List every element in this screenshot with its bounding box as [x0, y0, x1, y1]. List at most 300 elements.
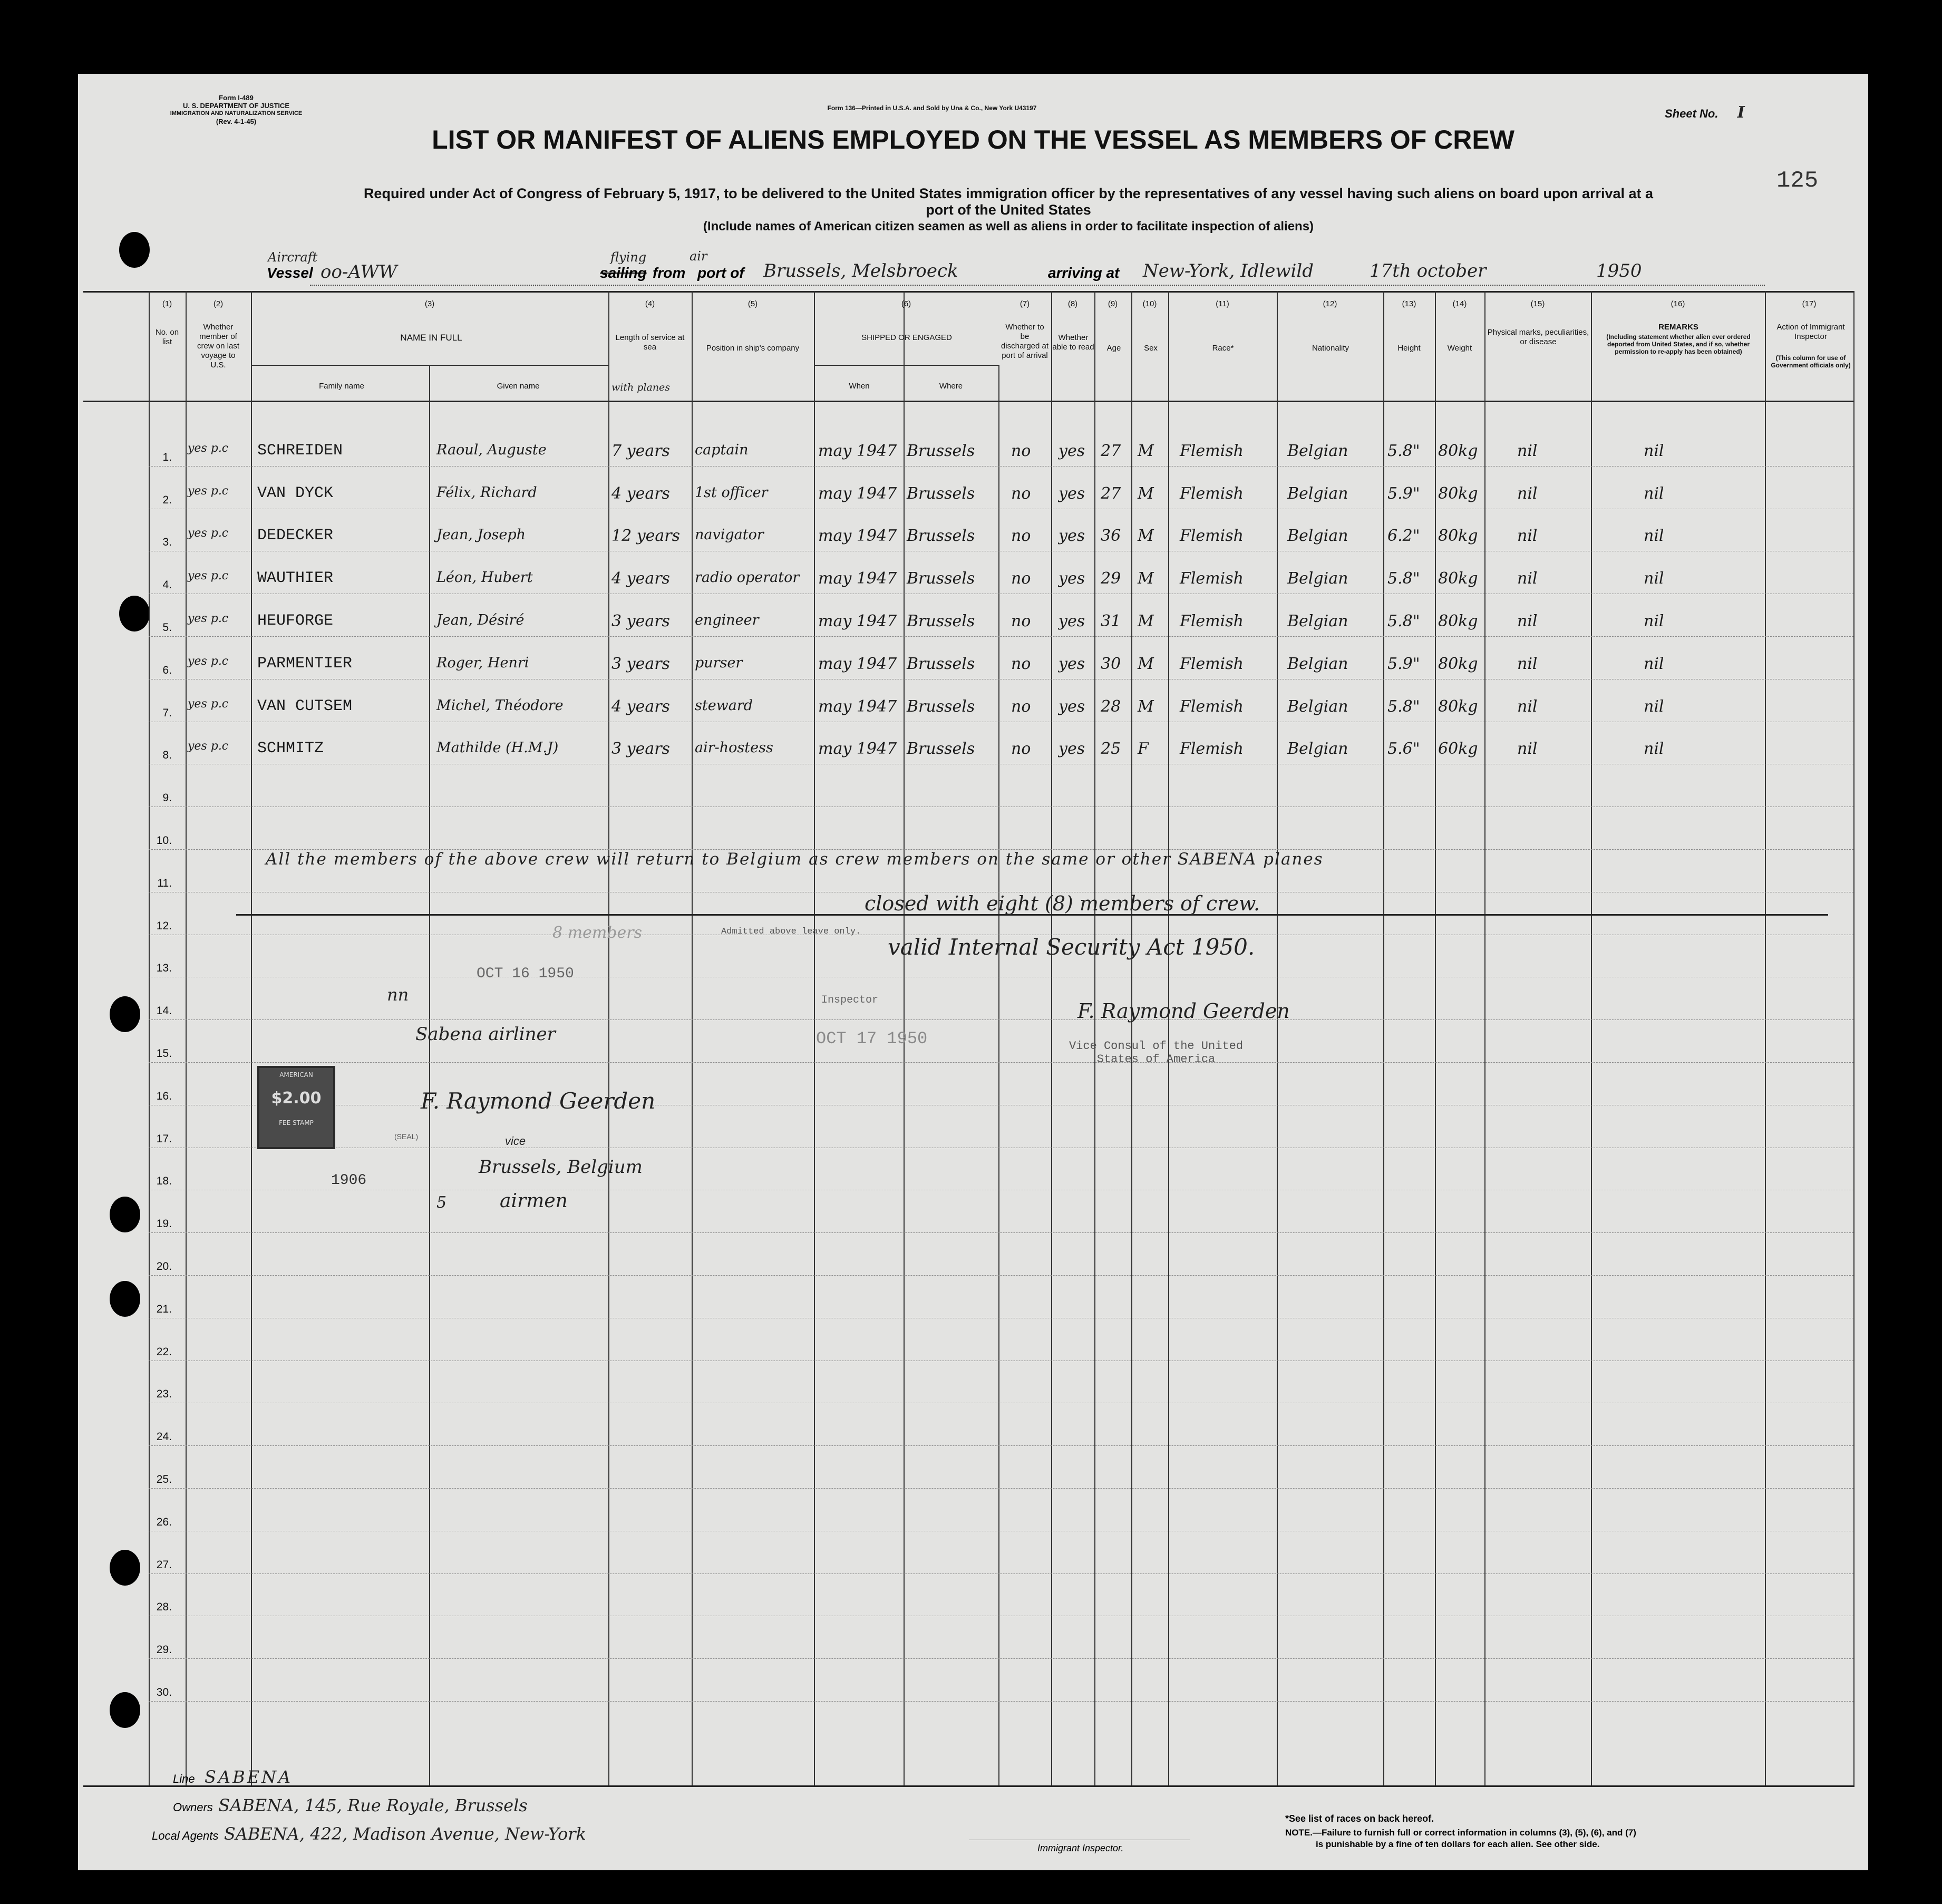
col-header-height: Height [1397, 344, 1421, 353]
crew-cell-where: Brussels [907, 569, 975, 588]
subheader-rule [814, 365, 998, 366]
col-header-prev-voyage: Whether member of crew on last voyage to U.S. [197, 323, 240, 370]
column-rule [998, 365, 999, 1785]
column-rule [251, 291, 252, 1785]
crew-cell-age: 27 [1101, 484, 1121, 503]
row-rule [149, 1318, 1853, 1319]
crew-cell-remarks: nil [1644, 654, 1664, 673]
row-rule [149, 1573, 1853, 1575]
crew-cell-height: 5.6" [1387, 740, 1420, 759]
row-rule [149, 1445, 1853, 1446]
col-header-family: Family name [319, 382, 364, 391]
col-header-discharged: Whether to be discharged at port of arrival [1001, 323, 1049, 360]
sheet-value: I [1737, 103, 1745, 122]
row-rule [149, 551, 1853, 552]
row-number: 18. [156, 1175, 172, 1188]
col-header-read: Whether able to read [1052, 333, 1094, 352]
row-rule [149, 1105, 1853, 1106]
crew-cell-marks: nil [1517, 484, 1538, 503]
crew-cell-when: may 1947 [818, 484, 897, 503]
column-rule [1131, 291, 1132, 1785]
valid-note: valid Internal Security Act 1950. [888, 934, 1255, 960]
column-number: (1) [162, 299, 172, 308]
column-number: (2) [213, 299, 224, 308]
service-number: 1906 [331, 1172, 367, 1189]
crew-cell-race: Flemish [1180, 740, 1244, 759]
column-number: (17) [1802, 299, 1817, 308]
header-bottom-border [83, 401, 1854, 402]
crew-cell-race: Flemish [1180, 697, 1244, 716]
crew-cell-position: steward [695, 697, 753, 714]
row-number: 16. [156, 1090, 172, 1102]
row-number: 23. [156, 1388, 172, 1401]
row-number: 19. [156, 1218, 172, 1230]
fine-note [1285, 1827, 1636, 1850]
row-number: 9. [162, 792, 172, 804]
crew-table [83, 291, 1854, 1787]
crew-cell-age: 36 [1101, 527, 1121, 546]
crew-cell-given: Raoul, Auguste [436, 441, 547, 458]
visa-vice: vice [505, 1134, 526, 1148]
column-number: (11) [1216, 299, 1229, 308]
row-number: 3. [162, 536, 172, 549]
col-header-action: Action of Immigrant Inspector [1776, 323, 1845, 341]
crew-cell-sex: M [1138, 527, 1154, 546]
col-header-position: Position in ship's company [706, 344, 800, 353]
crew-cell-age: 30 [1101, 654, 1121, 673]
fine-note-1: NOTE.—Failure to furnish full or correct information in columns (3), (5), (6), and (7) [1285, 1828, 1636, 1838]
crew-cell-sex: F [1138, 740, 1149, 759]
row-number: 15. [156, 1047, 172, 1060]
row-rule [149, 1148, 1853, 1149]
crew-cell-family: HEUFORGE [257, 612, 334, 630]
crew-cell-marks: nil [1517, 527, 1538, 546]
column-rule [1051, 291, 1052, 1785]
crew-cell-remarks: nil [1644, 697, 1664, 716]
crew-cell-nat: Belgian [1287, 441, 1348, 460]
line-label: Line [173, 1772, 195, 1785]
visa-count: airmen [500, 1190, 568, 1212]
printer-note: Form 136—Printed in U.S.A. and Sold by Una & Co., New York U43197 [827, 104, 1037, 112]
row-rule [149, 1275, 1853, 1276]
crew-cell-nat: Belgian [1287, 569, 1348, 588]
crew-cell-read: yes [1059, 569, 1085, 588]
col-header-race: Race* [1212, 344, 1234, 353]
column-rule [1277, 291, 1278, 1785]
visa-airline: Sabena airliner [415, 1024, 556, 1045]
col-header-length: Length of service at sea [615, 333, 685, 352]
crew-cell-height: 5.8" [1387, 697, 1420, 716]
crew-cell-read: yes [1059, 740, 1085, 759]
column-number: (5) [747, 299, 758, 308]
crew-cell-disch: no [1011, 484, 1031, 503]
row-number: 27. [156, 1558, 172, 1571]
col-header-given: Given name [497, 382, 540, 391]
row-rule [149, 1403, 1853, 1404]
crew-cell-read: yes [1059, 441, 1085, 460]
crew-cell-weight: 80kg [1438, 654, 1478, 673]
row-rule [149, 594, 1853, 595]
row-number: 11. [157, 877, 172, 889]
crew-cell-service: 12 years [611, 527, 681, 546]
crew-cell-prev: yes p.c [188, 569, 229, 583]
crew-cell-where: Brussels [907, 654, 975, 673]
crew-cell-age: 28 [1101, 697, 1121, 716]
row-rule [149, 466, 1853, 467]
crew-cell-race: Flemish [1180, 654, 1244, 673]
row-rule [149, 1361, 1853, 1362]
crew-cell-read: yes [1059, 484, 1085, 503]
fee-stamp [257, 1066, 335, 1149]
vessel-value: oo-AWW [321, 261, 397, 283]
crew-cell-service: 4 years [611, 569, 670, 588]
from-label: from [653, 265, 686, 281]
row-rule [149, 764, 1853, 765]
col-header-nationality: Nationality [1312, 344, 1349, 353]
crew-cell-sex: M [1138, 654, 1154, 673]
crew-cell-family: SCHMITZ [257, 740, 324, 758]
crew-cell-when: may 1947 [818, 569, 897, 588]
port-value: Brussels, Melsbroeck [763, 260, 958, 281]
column-number: (9) [1108, 299, 1118, 308]
col-header-sex: Sex [1144, 344, 1158, 353]
owners-value: SABENA, 145, Rue Royale, Brussels [218, 1795, 528, 1815]
column-rule [608, 291, 609, 1785]
crew-cell-weight: 80kg [1438, 612, 1478, 630]
crew-cell-height: 5.8" [1387, 612, 1420, 630]
date-value: 17th october [1370, 260, 1487, 281]
races-note: *See list of races on back hereof. [1285, 1813, 1434, 1824]
row-number: 25. [156, 1473, 172, 1485]
crew-cell-where: Brussels [907, 697, 975, 716]
crew-cell-weight: 80kg [1438, 441, 1478, 460]
column-number: (4) [645, 299, 655, 308]
sheet-number [1665, 103, 1745, 122]
sheet-label: Sheet No. [1665, 107, 1718, 120]
row-rule [149, 1701, 1853, 1702]
row-rule [149, 509, 1853, 510]
row-rule [149, 679, 1853, 680]
form-id-block [157, 94, 315, 125]
row-rule [149, 977, 1853, 978]
flying-annotation: flying [610, 250, 647, 265]
stamp-date-oct-17: OCT 17 1950 [816, 1029, 928, 1048]
column-rule [429, 365, 430, 1785]
crew-cell-nat: Belgian [1287, 612, 1348, 630]
crew-cell-remarks: nil [1644, 527, 1664, 546]
row-number: 29. [156, 1644, 172, 1656]
crew-cell-race: Flemish [1180, 484, 1244, 503]
column-number: (10) [1142, 299, 1157, 308]
crew-cell-prev: yes p.c [188, 612, 229, 625]
footer [78, 1750, 1868, 1856]
crew-cell-marks: nil [1517, 697, 1538, 716]
crew-cell-disch: no [1011, 697, 1031, 716]
agents-label: Local Agents [152, 1829, 219, 1842]
crew-cell-when: may 1947 [818, 740, 897, 759]
crew-cell-service: 3 years [611, 654, 670, 673]
col-header-shipped: SHIPPED OR ENGAGED [861, 333, 952, 342]
crew-cell-marks: nil [1517, 569, 1538, 588]
visa-count-number: 5 [436, 1193, 447, 1212]
crew-cell-given: Jean, Désiré [436, 612, 525, 628]
crew-cell-when: may 1947 [818, 527, 897, 546]
row-number: 8. [162, 749, 172, 762]
column-rule [149, 291, 150, 1785]
crew-cell-disch: no [1011, 569, 1031, 588]
crew-cell-given: Michel, Théodore [436, 697, 564, 714]
crew-cell-read: yes [1059, 697, 1085, 716]
crew-cell-family: WAUTHIER [257, 569, 334, 588]
column-rule [1853, 291, 1854, 1785]
subheader-rule [251, 365, 608, 366]
inspector-label: Immigrant Inspector. [1037, 1843, 1124, 1853]
service: IMMIGRATION AND NATURALIZATION SERVICE [170, 110, 303, 116]
arriving-label: arriving at [1048, 265, 1120, 281]
crew-cell-age: 29 [1101, 569, 1121, 588]
crew-cell-marks: nil [1517, 612, 1538, 630]
fee-stamp-bottom: FEE STAMP [279, 1119, 314, 1126]
remarks-note: (Including statement whether alien ever ordered deported from United States, and if so, whether permission to re-apply has been obtained) [1606, 333, 1751, 355]
owners-label: Owners [173, 1801, 213, 1814]
column-rule [1591, 291, 1592, 1785]
crew-cell-position: radio operator [695, 569, 800, 586]
crew-cell-where: Brussels [907, 527, 975, 546]
crew-cell-marks: nil [1517, 441, 1538, 460]
row-rule [149, 1658, 1853, 1659]
table-top-border [83, 291, 1854, 293]
consul-signature: F. Raymond Geerden [1077, 999, 1290, 1023]
column-rule [1765, 291, 1766, 1785]
crew-cell-race: Flemish [1180, 441, 1244, 460]
row-number: 24. [156, 1431, 172, 1443]
crew-cell-when: may 1947 [818, 612, 897, 630]
crew-cell-sex: M [1138, 612, 1154, 630]
crew-cell-family: VAN DYCK [257, 484, 334, 502]
crew-cell-remarks: nil [1644, 740, 1664, 759]
crew-cell-nat: Belgian [1287, 484, 1348, 503]
visa-seal: (SEAL) [394, 1132, 419, 1141]
crew-cell-remarks: nil [1644, 569, 1664, 588]
crew-cell-disch: no [1011, 740, 1031, 759]
subtitle-line-3: (Include names of American citizen seamen as well as aliens in order to facilitate inspection of aliens) [703, 219, 1314, 234]
column-number: (8) [1067, 299, 1078, 308]
crew-cell-when: may 1947 [818, 654, 897, 673]
crew-cell-family: VAN CUTSEM [257, 697, 353, 715]
crew-cell-service: 7 years [611, 441, 670, 460]
crew-cell-service: 4 years [611, 484, 670, 503]
column-number: (3) [424, 299, 435, 308]
row-rule [149, 807, 1853, 808]
row-number: 6. [162, 664, 172, 676]
length-annotation: with planes [611, 382, 671, 393]
crew-cell-family: DEDECKER [257, 527, 334, 545]
closed-note: closed with eight (8) members of crew. [865, 892, 1260, 915]
department: U. S. DEPARTMENT OF JUSTICE [183, 102, 289, 110]
revision: (Rev. 4-1-45) [216, 118, 257, 125]
column-rule [1168, 291, 1169, 1785]
crew-cell-sex: M [1138, 441, 1154, 460]
column-number: (14) [1452, 299, 1467, 308]
crew-cell-disch: no [1011, 654, 1031, 673]
crew-cell-nat: Belgian [1287, 697, 1348, 716]
row-number: 21. [156, 1303, 172, 1315]
port-of-label: port of [697, 265, 744, 281]
crew-cell-sex: M [1138, 484, 1154, 503]
crew-cell-prev: yes p.c [188, 697, 229, 711]
arriving-value: New-York, Idlewild [1143, 260, 1314, 281]
row-rule [149, 722, 1853, 723]
crew-cell-remarks: nil [1644, 612, 1664, 630]
crew-cell-weight: 80kg [1438, 527, 1478, 546]
row-number: 14. [156, 1005, 172, 1017]
crew-cell-read: yes [1059, 612, 1085, 630]
column-number: (12) [1323, 299, 1337, 308]
year-value: 1950 [1596, 260, 1642, 281]
col-header-when: When [849, 382, 870, 391]
fee-stamp-value: $2.00 [271, 1089, 322, 1108]
row-number: 12. [156, 919, 172, 932]
column-rule [1094, 291, 1095, 1785]
row-number: 10. [156, 834, 172, 847]
line-row [173, 1767, 293, 1787]
crew-cell-family: PARMENTIER [257, 654, 353, 673]
crew-cell-when: may 1947 [818, 697, 897, 716]
crew-cell-race: Flemish [1180, 569, 1244, 588]
crew-cell-where: Brussels [907, 441, 975, 460]
crew-cell-race: Flemish [1180, 527, 1244, 546]
form-subtitle [199, 186, 1818, 235]
action-note: (This column for use of Government officials only) [1771, 354, 1851, 369]
crew-cell-marks: nil [1517, 654, 1538, 673]
col-header-no: No. on list [155, 328, 179, 346]
stamp-date-oct-16: OCT 16 1950 [477, 966, 574, 982]
form-id: Form I-489 [219, 94, 254, 102]
crew-cell-age: 27 [1101, 441, 1121, 460]
crew-cell-service: 3 years [611, 740, 670, 759]
crew-cell-position: 1st officer [695, 484, 768, 501]
crew-cell-height: 5.8" [1387, 569, 1420, 588]
crew-cell-position: purser [695, 654, 743, 671]
crew-cell-given: Félix, Richard [436, 484, 537, 501]
crew-cell-height: 5.9" [1387, 484, 1420, 503]
crew-cell-remarks: nil [1644, 484, 1664, 503]
manifest-sheet [78, 74, 1868, 1870]
column-number: (6) [901, 299, 911, 308]
crew-cell-weight: 80kg [1438, 569, 1478, 588]
crew-cell-prev: yes p.c [188, 654, 229, 668]
crew-cell-sex: M [1138, 697, 1154, 716]
row-number: 13. [156, 962, 172, 975]
col-header-remarks: REMARKS [1658, 323, 1698, 332]
visa-signature: F. Raymond Geerden [421, 1088, 656, 1114]
owners-row [173, 1795, 528, 1815]
crew-cell-service: 3 years [611, 612, 670, 630]
crew-cell-position: air-hostess [695, 740, 773, 756]
row-rule [149, 636, 1853, 637]
col-header-where: Where [939, 382, 963, 391]
sailing-struck: sailing [600, 265, 647, 281]
crew-cell-height: 6.2" [1387, 527, 1420, 546]
column-number: (15) [1530, 299, 1545, 308]
crew-cell-family: SCHREIDEN [257, 441, 343, 460]
crew-cell-disch: no [1011, 441, 1031, 460]
crew-cell-nat: Belgian [1287, 527, 1348, 546]
vessel-label: Vessel [267, 265, 313, 281]
agents-row [152, 1824, 586, 1844]
col-header-name: NAME IN FULL [400, 333, 462, 343]
column-number: (16) [1671, 299, 1685, 308]
subtitle-line-1: Required under Act of Congress of February 5, 1917, to be delivered to the United States immigration officer by the representatives of any vessel having such aliens on board upon arrival at a [363, 186, 1654, 201]
row-rule [149, 1062, 1853, 1063]
column-rule [814, 291, 815, 1785]
crew-cell-disch: no [1011, 527, 1031, 546]
return-note: All the members of the above crew will return to Belgium as crew members on the same or other SABENA planes [266, 850, 1324, 869]
column-number: (13) [1402, 299, 1416, 308]
row-number: 22. [156, 1345, 172, 1358]
vessel-underline [310, 285, 1765, 286]
form-title: LIST OR MANIFEST OF ALIENS EMPLOYED ON THE VESSEL AS MEMBERS OF CREW [432, 125, 1514, 154]
visa-place: Brussels, Belgium [479, 1157, 643, 1178]
crew-cell-age: 31 [1101, 612, 1121, 630]
row-number: 4. [162, 579, 172, 591]
crew-cell-height: 5.8" [1387, 441, 1420, 460]
row-number: 2. [162, 493, 172, 506]
crew-cell-race: Flemish [1180, 612, 1244, 630]
row-number: 7. [162, 706, 172, 719]
vice-consul-label: Vice Consul of the United States of America [1069, 1040, 1244, 1066]
crew-cell-prev: yes p.c [188, 527, 229, 540]
crew-cell-position: navigator [695, 527, 764, 543]
col-header-physical: Physical marks, peculiarities, or disease [1487, 328, 1589, 346]
crew-cell-where: Brussels [907, 612, 975, 630]
agents-value: SABENA, 422, Madison Avenue, New-York [224, 1824, 586, 1844]
crew-cell-nat: Belgian [1287, 654, 1348, 673]
crew-cell-prev: yes p.c [188, 740, 229, 753]
crew-cell-weight: 80kg [1438, 484, 1478, 503]
crew-cell-prev: yes p.c [188, 441, 229, 455]
vessel-annotation: Aircraft [268, 250, 318, 265]
crew-cell-given: Mathilde (H.M.J) [436, 740, 559, 756]
row-rule [149, 1488, 1853, 1489]
crew-cell-disch: no [1011, 612, 1031, 630]
row-rule [149, 1616, 1853, 1617]
column-rule [1484, 291, 1485, 1785]
crew-cell-given: Jean, Joseph [436, 527, 526, 543]
crew-cell-position: captain [695, 441, 749, 458]
admitted-stamp: Admitted above leave only. [721, 927, 861, 937]
line-value: SABENA [205, 1767, 293, 1787]
crew-cell-where: Brussels [907, 740, 975, 759]
crew-cell-where: Brussels [907, 484, 975, 503]
crew-cell-weight: 60kg [1438, 740, 1478, 759]
column-number: (7) [1019, 299, 1030, 308]
row-rule [149, 1531, 1853, 1532]
fine-note-2: is punishable by a fine of ten dollars for each alien. See other side. [1316, 1839, 1600, 1849]
row-number: 1. [162, 451, 172, 463]
row-number: 17. [156, 1132, 172, 1145]
subtitle-line-2: port of the United States [926, 202, 1091, 218]
inspector-stamp: Inspector [821, 994, 879, 1006]
crew-cell-position: engineer [695, 612, 759, 628]
row-number: 28. [156, 1601, 172, 1614]
crew-cell-given: Roger, Henri [436, 654, 529, 671]
column-rule [186, 291, 187, 1785]
crew-cell-given: Léon, Hubert [436, 569, 533, 586]
crew-cell-remarks: nil [1644, 441, 1664, 460]
crew-cell-age: 25 [1101, 740, 1121, 759]
row-number: 5. [162, 621, 172, 634]
